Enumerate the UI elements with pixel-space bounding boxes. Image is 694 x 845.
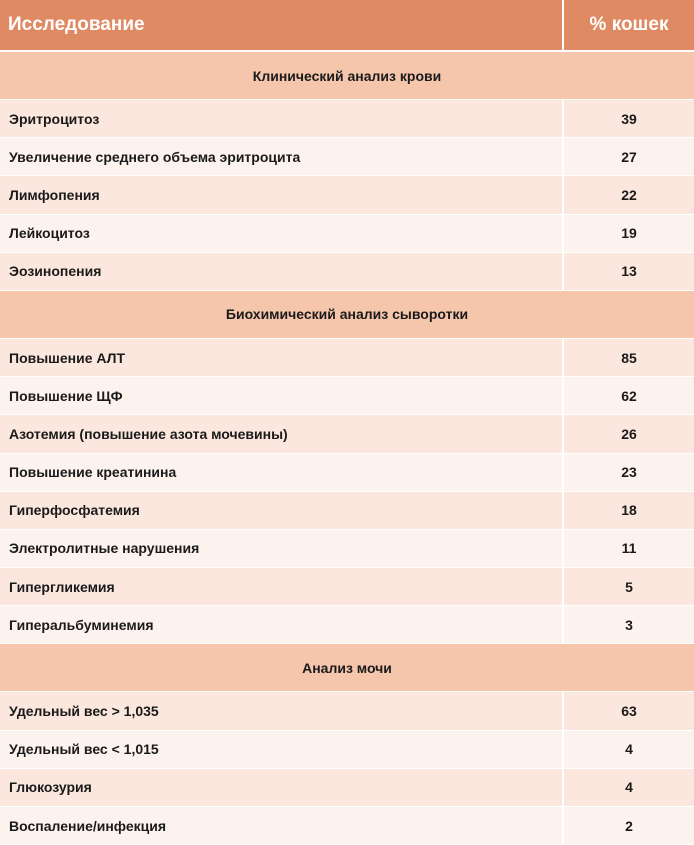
row-value: 13 (621, 263, 637, 280)
row-value: 2 (625, 817, 633, 834)
table-row (0, 731, 694, 769)
table-row (0, 568, 694, 606)
row-name: Лимфопения (0, 176, 564, 213)
row-name: Азотемия (повышение азота мочевины) (0, 415, 564, 452)
row-value: 62 (621, 387, 637, 404)
table-row (0, 492, 694, 530)
table-row (0, 339, 694, 377)
row-value: 5 (625, 578, 633, 595)
table-row (0, 530, 694, 568)
table-row (0, 176, 694, 214)
row-name: Гипергликемия (0, 568, 564, 605)
row-name: Лейкоцитоз (0, 215, 564, 252)
row-value: 11 (621, 540, 637, 557)
row-name: Эритроцитоз (0, 100, 564, 137)
row-value: 22 (621, 186, 637, 203)
row-value: 27 (621, 148, 637, 165)
row-value: 26 (621, 425, 637, 442)
table-row (0, 454, 694, 492)
row-name: Воспаление/инфекция (0, 807, 564, 844)
table-header (0, 0, 694, 52)
row-value: 19 (621, 225, 637, 242)
row-name: Электролитные нарушения (0, 530, 564, 567)
row-name: Гиперальбуминемия (0, 606, 564, 643)
row-name: Гиперфосфатемия (0, 492, 564, 529)
row-value: 3 (625, 616, 633, 633)
row-name: Повышение АЛТ (0, 339, 564, 376)
table-row (0, 215, 694, 253)
row-value: 39 (621, 110, 637, 127)
section-title-urine: Анализ мочи (0, 644, 694, 692)
table-row (0, 692, 694, 730)
table-row (0, 606, 694, 644)
row-value: 63 (621, 703, 637, 720)
row-name: Эозинопения (0, 253, 564, 290)
table-row (0, 253, 694, 291)
table-row (0, 769, 694, 807)
row-name: Увеличение среднего объема эритроцита (0, 138, 564, 175)
header-percent-cats: % кошек (589, 14, 669, 35)
row-value: 85 (621, 349, 637, 366)
table-row (0, 415, 694, 453)
header-study: Исследование (0, 0, 564, 50)
row-value: 4 (625, 779, 633, 796)
row-name: Повышение ЩФ (0, 377, 564, 414)
section-title-serum: Биохимический анализ сыворотки (0, 291, 694, 339)
section-title-blood: Клинический анализ крови (0, 52, 694, 100)
table-row (0, 100, 694, 138)
row-name: Удельный вес < 1,015 (0, 731, 564, 768)
table-row (0, 377, 694, 415)
row-name: Глюкозурия (0, 769, 564, 806)
table-row (0, 807, 694, 845)
row-value: 4 (625, 741, 633, 758)
table-row (0, 138, 694, 176)
row-name: Повышение креатинина (0, 454, 564, 491)
row-value: 23 (621, 464, 637, 481)
row-value: 18 (621, 502, 637, 519)
row-name: Удельный вес > 1,035 (0, 692, 564, 729)
